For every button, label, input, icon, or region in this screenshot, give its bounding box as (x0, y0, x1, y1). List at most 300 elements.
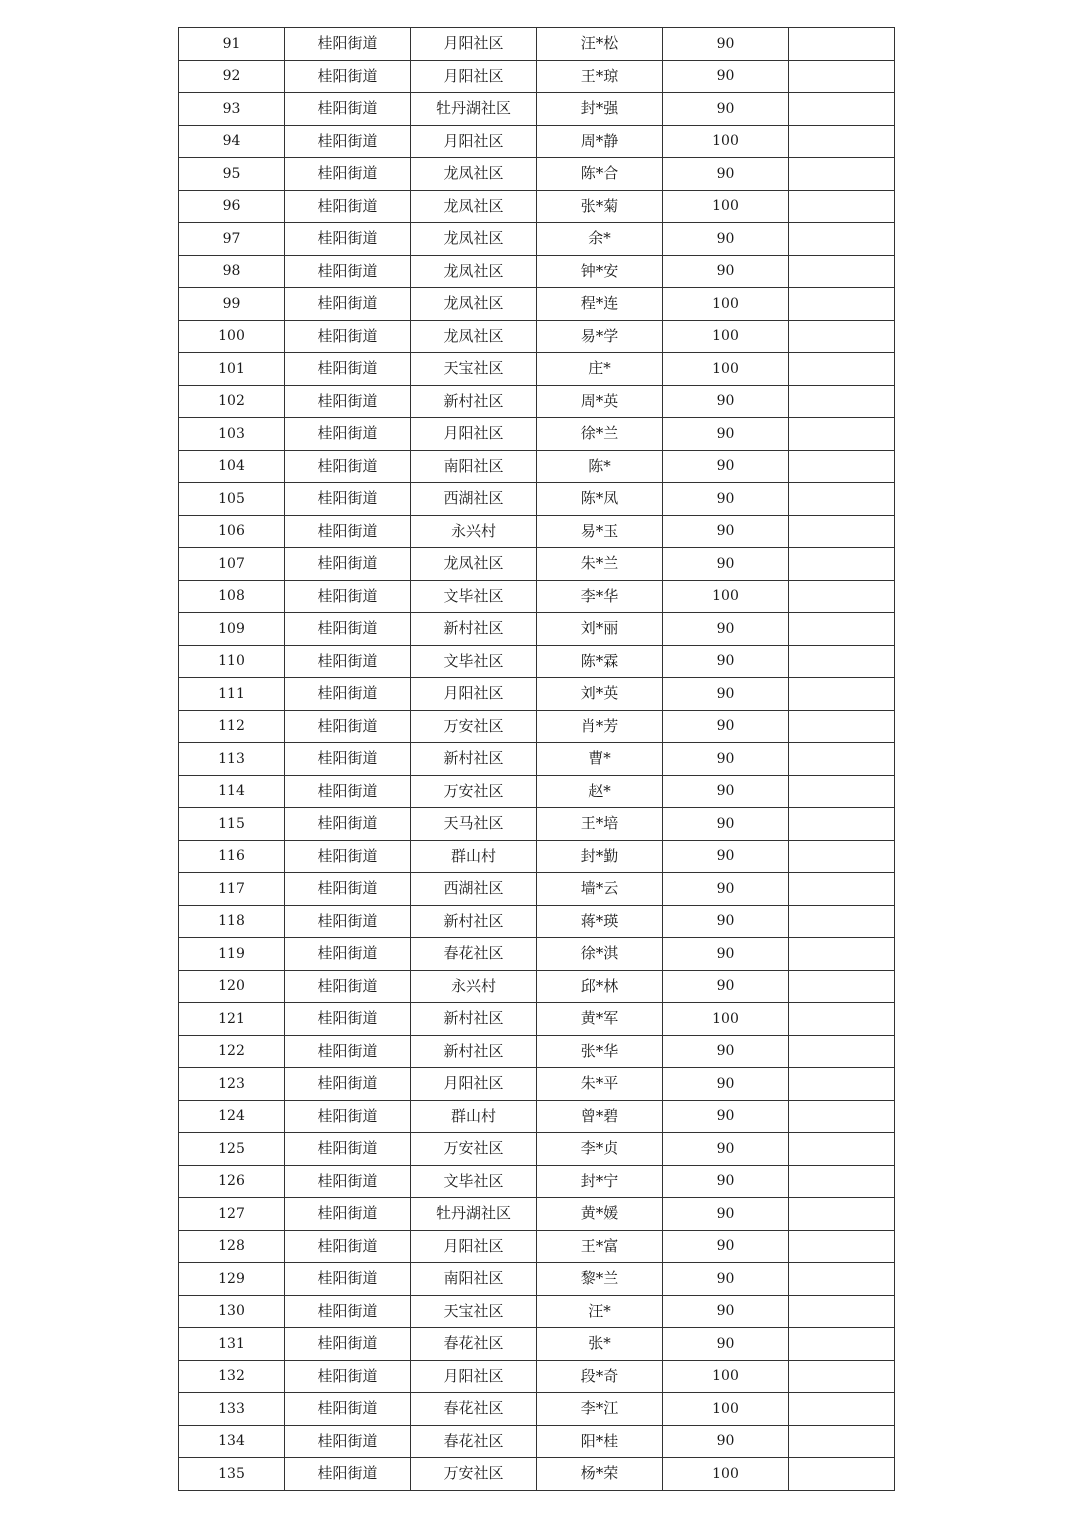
remarks-cell (789, 1035, 895, 1068)
community-cell: 天宝社区 (411, 1295, 537, 1328)
community-cell: 新村社区 (411, 905, 537, 938)
table-row (179, 548, 895, 581)
community-cell: 春花社区 (411, 1328, 537, 1361)
community-cell: 月阳社区 (411, 60, 537, 93)
table-row (179, 450, 895, 483)
remarks-cell (789, 28, 895, 61)
remarks-cell (789, 775, 895, 808)
remarks-cell (789, 1263, 895, 1296)
score-cell: 90 (663, 93, 789, 126)
subdistrict-cell: 桂阳街道 (285, 1458, 411, 1491)
table-row (179, 1425, 895, 1458)
score-cell: 90 (663, 613, 789, 646)
score-cell: 100 (663, 1393, 789, 1426)
serial-number-cell: 116 (179, 840, 285, 873)
serial-number-cell: 125 (179, 1133, 285, 1166)
name-cell: 邱*林 (537, 970, 663, 1003)
serial-number-cell: 126 (179, 1165, 285, 1198)
name-cell: 周*英 (537, 385, 663, 418)
table-row (179, 1393, 895, 1426)
community-cell: 龙凤社区 (411, 190, 537, 223)
community-cell: 群山村 (411, 1100, 537, 1133)
remarks-cell (789, 450, 895, 483)
remarks-cell (789, 1198, 895, 1231)
serial-number-cell: 109 (179, 613, 285, 646)
subdistrict-cell: 桂阳街道 (285, 1425, 411, 1458)
remarks-cell (789, 840, 895, 873)
remarks-cell (789, 1458, 895, 1491)
table-row (179, 840, 895, 873)
remarks-cell (789, 353, 895, 386)
community-cell: 龙凤社区 (411, 158, 537, 191)
name-cell: 黄*军 (537, 1003, 663, 1036)
community-cell: 文毕社区 (411, 1165, 537, 1198)
serial-number-cell: 91 (179, 28, 285, 61)
remarks-cell (789, 515, 895, 548)
table-row (179, 1165, 895, 1198)
name-cell: 蒋*瑛 (537, 905, 663, 938)
remarks-cell (789, 1100, 895, 1133)
name-cell: 张*华 (537, 1035, 663, 1068)
score-cell: 90 (663, 223, 789, 256)
name-cell: 陈*凤 (537, 483, 663, 516)
table-body (179, 28, 895, 1491)
name-cell: 易*学 (537, 320, 663, 353)
table-row (179, 1035, 895, 1068)
subdistrict-cell: 桂阳街道 (285, 255, 411, 288)
score-cell: 90 (663, 873, 789, 906)
table-row (179, 190, 895, 223)
score-cell: 90 (663, 840, 789, 873)
subdistrict-cell: 桂阳街道 (285, 970, 411, 1003)
remarks-cell (789, 1393, 895, 1426)
data-table (178, 27, 895, 1491)
score-cell: 90 (663, 743, 789, 776)
name-cell: 黄*媛 (537, 1198, 663, 1231)
subdistrict-cell: 桂阳街道 (285, 385, 411, 418)
subdistrict-cell: 桂阳街道 (285, 775, 411, 808)
score-cell: 90 (663, 1035, 789, 1068)
subdistrict-cell: 桂阳街道 (285, 450, 411, 483)
remarks-cell (789, 483, 895, 516)
serial-number-cell: 105 (179, 483, 285, 516)
name-cell: 朱*兰 (537, 548, 663, 581)
score-cell: 90 (663, 710, 789, 743)
name-cell: 曹* (537, 743, 663, 776)
name-cell: 李*华 (537, 580, 663, 613)
subdistrict-cell: 桂阳街道 (285, 1003, 411, 1036)
community-cell: 月阳社区 (411, 1230, 537, 1263)
community-cell: 万安社区 (411, 1458, 537, 1491)
table-row (179, 60, 895, 93)
name-cell: 杨*荣 (537, 1458, 663, 1491)
table-row (179, 515, 895, 548)
serial-number-cell: 118 (179, 905, 285, 938)
table-row (179, 385, 895, 418)
score-cell: 90 (663, 1133, 789, 1166)
name-cell: 肖*芳 (537, 710, 663, 743)
score-cell: 90 (663, 1328, 789, 1361)
remarks-cell (789, 808, 895, 841)
remarks-cell (789, 158, 895, 191)
name-cell: 陈*霖 (537, 645, 663, 678)
community-cell: 万安社区 (411, 1133, 537, 1166)
subdistrict-cell: 桂阳街道 (285, 613, 411, 646)
serial-number-cell: 124 (179, 1100, 285, 1133)
subdistrict-cell: 桂阳街道 (285, 678, 411, 711)
serial-number-cell: 103 (179, 418, 285, 451)
serial-number-cell: 110 (179, 645, 285, 678)
score-cell: 90 (663, 775, 789, 808)
subdistrict-cell: 桂阳街道 (285, 1328, 411, 1361)
serial-number-cell: 96 (179, 190, 285, 223)
score-cell: 90 (663, 1100, 789, 1133)
table-row (179, 1198, 895, 1231)
serial-number-cell: 133 (179, 1393, 285, 1426)
remarks-cell (789, 1003, 895, 1036)
serial-number-cell: 130 (179, 1295, 285, 1328)
score-cell: 90 (663, 60, 789, 93)
subdistrict-cell: 桂阳街道 (285, 158, 411, 191)
serial-number-cell: 123 (179, 1068, 285, 1101)
serial-number-cell: 121 (179, 1003, 285, 1036)
table-row (179, 255, 895, 288)
community-cell: 月阳社区 (411, 1360, 537, 1393)
table-row (179, 1458, 895, 1491)
remarks-cell (789, 548, 895, 581)
score-cell: 90 (663, 1068, 789, 1101)
score-cell: 100 (663, 320, 789, 353)
community-cell: 春花社区 (411, 1425, 537, 1458)
score-cell: 90 (663, 483, 789, 516)
subdistrict-cell: 桂阳街道 (285, 1068, 411, 1101)
score-cell: 100 (663, 125, 789, 158)
name-cell: 刘*英 (537, 678, 663, 711)
community-cell: 牡丹湖社区 (411, 93, 537, 126)
serial-number-cell: 104 (179, 450, 285, 483)
score-cell: 100 (663, 580, 789, 613)
table-row (179, 873, 895, 906)
remarks-cell (789, 678, 895, 711)
remarks-cell (789, 1165, 895, 1198)
name-cell: 张*菊 (537, 190, 663, 223)
name-cell: 阳*桂 (537, 1425, 663, 1458)
serial-number-cell: 122 (179, 1035, 285, 1068)
serial-number-cell: 128 (179, 1230, 285, 1263)
table-row (179, 223, 895, 256)
score-cell: 90 (663, 1198, 789, 1231)
community-cell: 文毕社区 (411, 580, 537, 613)
remarks-cell (789, 905, 895, 938)
table-row (179, 1295, 895, 1328)
serial-number-cell: 92 (179, 60, 285, 93)
serial-number-cell: 98 (179, 255, 285, 288)
table-row (179, 970, 895, 1003)
table-row (179, 775, 895, 808)
serial-number-cell: 107 (179, 548, 285, 581)
score-cell: 90 (663, 450, 789, 483)
community-cell: 文毕社区 (411, 645, 537, 678)
community-cell: 龙凤社区 (411, 548, 537, 581)
table-row (179, 1230, 895, 1263)
name-cell: 王*琼 (537, 60, 663, 93)
score-cell: 90 (663, 678, 789, 711)
table-row (179, 678, 895, 711)
name-cell: 朱*平 (537, 1068, 663, 1101)
table-row (179, 580, 895, 613)
subdistrict-cell: 桂阳街道 (285, 905, 411, 938)
remarks-cell (789, 1328, 895, 1361)
name-cell: 黎*兰 (537, 1263, 663, 1296)
serial-number-cell: 112 (179, 710, 285, 743)
table-row (179, 483, 895, 516)
serial-number-cell: 113 (179, 743, 285, 776)
score-cell: 90 (663, 808, 789, 841)
score-cell: 90 (663, 385, 789, 418)
name-cell: 李*贞 (537, 1133, 663, 1166)
score-cell: 90 (663, 1425, 789, 1458)
serial-number-cell: 106 (179, 515, 285, 548)
serial-number-cell: 135 (179, 1458, 285, 1491)
table-row (179, 1068, 895, 1101)
serial-number-cell: 117 (179, 873, 285, 906)
remarks-cell (789, 385, 895, 418)
table-row (179, 320, 895, 353)
name-cell: 段*奇 (537, 1360, 663, 1393)
community-cell: 群山村 (411, 840, 537, 873)
subdistrict-cell: 桂阳街道 (285, 190, 411, 223)
remarks-cell (789, 125, 895, 158)
serial-number-cell: 97 (179, 223, 285, 256)
subdistrict-cell: 桂阳街道 (285, 1295, 411, 1328)
subdistrict-cell: 桂阳街道 (285, 353, 411, 386)
name-cell: 汪*松 (537, 28, 663, 61)
score-cell: 90 (663, 418, 789, 451)
name-cell: 陈*合 (537, 158, 663, 191)
remarks-cell (789, 223, 895, 256)
serial-number-cell: 94 (179, 125, 285, 158)
table-row (179, 613, 895, 646)
community-cell: 天马社区 (411, 808, 537, 841)
score-cell: 90 (663, 515, 789, 548)
subdistrict-cell: 桂阳街道 (285, 580, 411, 613)
remarks-cell (789, 873, 895, 906)
serial-number-cell: 120 (179, 970, 285, 1003)
community-cell: 南阳社区 (411, 1263, 537, 1296)
remarks-cell (789, 970, 895, 1003)
score-cell: 100 (663, 1458, 789, 1491)
score-cell: 90 (663, 1165, 789, 1198)
serial-number-cell: 119 (179, 938, 285, 971)
community-cell: 龙凤社区 (411, 223, 537, 256)
name-cell: 曾*碧 (537, 1100, 663, 1133)
serial-number-cell: 95 (179, 158, 285, 191)
community-cell: 月阳社区 (411, 1068, 537, 1101)
name-cell: 张* (537, 1328, 663, 1361)
remarks-cell (789, 710, 895, 743)
name-cell: 赵* (537, 775, 663, 808)
subdistrict-cell: 桂阳街道 (285, 125, 411, 158)
community-cell: 永兴村 (411, 515, 537, 548)
remarks-cell (789, 1133, 895, 1166)
name-cell: 李*江 (537, 1393, 663, 1426)
community-cell: 牡丹湖社区 (411, 1198, 537, 1231)
score-cell: 90 (663, 1295, 789, 1328)
community-cell: 南阳社区 (411, 450, 537, 483)
subdistrict-cell: 桂阳街道 (285, 743, 411, 776)
subdistrict-cell: 桂阳街道 (285, 93, 411, 126)
table-row (179, 93, 895, 126)
table-row (179, 158, 895, 191)
community-cell: 春花社区 (411, 938, 537, 971)
table-row (179, 288, 895, 321)
name-cell: 徐*淇 (537, 938, 663, 971)
community-cell: 月阳社区 (411, 125, 537, 158)
score-cell: 90 (663, 158, 789, 191)
name-cell: 周*静 (537, 125, 663, 158)
community-cell: 月阳社区 (411, 418, 537, 451)
subdistrict-cell: 桂阳街道 (285, 808, 411, 841)
community-cell: 新村社区 (411, 385, 537, 418)
score-cell: 90 (663, 1230, 789, 1263)
table-row (179, 743, 895, 776)
name-cell: 王*富 (537, 1230, 663, 1263)
subdistrict-cell: 桂阳街道 (285, 840, 411, 873)
remarks-cell (789, 288, 895, 321)
subdistrict-cell: 桂阳街道 (285, 288, 411, 321)
table-row (179, 710, 895, 743)
table-row (179, 125, 895, 158)
remarks-cell (789, 320, 895, 353)
table-row (179, 938, 895, 971)
name-cell: 庄* (537, 353, 663, 386)
table-row (179, 353, 895, 386)
subdistrict-cell: 桂阳街道 (285, 1393, 411, 1426)
name-cell: 易*玉 (537, 515, 663, 548)
community-cell: 永兴村 (411, 970, 537, 1003)
serial-number-cell: 114 (179, 775, 285, 808)
serial-number-cell: 129 (179, 1263, 285, 1296)
subdistrict-cell: 桂阳街道 (285, 483, 411, 516)
subdistrict-cell: 桂阳街道 (285, 1230, 411, 1263)
name-cell: 钟*安 (537, 255, 663, 288)
remarks-cell (789, 1230, 895, 1263)
subdistrict-cell: 桂阳街道 (285, 645, 411, 678)
remarks-cell (789, 1360, 895, 1393)
serial-number-cell: 99 (179, 288, 285, 321)
community-cell: 新村社区 (411, 1035, 537, 1068)
subdistrict-cell: 桂阳街道 (285, 60, 411, 93)
name-cell: 余* (537, 223, 663, 256)
subdistrict-cell: 桂阳街道 (285, 1360, 411, 1393)
remarks-cell (789, 418, 895, 451)
score-cell: 100 (663, 1360, 789, 1393)
subdistrict-cell: 桂阳街道 (285, 515, 411, 548)
subdistrict-cell: 桂阳街道 (285, 710, 411, 743)
name-cell: 刘*丽 (537, 613, 663, 646)
serial-number-cell: 131 (179, 1328, 285, 1361)
serial-number-cell: 132 (179, 1360, 285, 1393)
name-cell: 封*强 (537, 93, 663, 126)
subdistrict-cell: 桂阳街道 (285, 223, 411, 256)
name-cell: 王*培 (537, 808, 663, 841)
community-cell: 春花社区 (411, 1393, 537, 1426)
subdistrict-cell: 桂阳街道 (285, 548, 411, 581)
subdistrict-cell: 桂阳街道 (285, 1165, 411, 1198)
score-cell: 100 (663, 190, 789, 223)
remarks-cell (789, 645, 895, 678)
remarks-cell (789, 580, 895, 613)
community-cell: 西湖社区 (411, 873, 537, 906)
name-cell: 陈* (537, 450, 663, 483)
score-cell: 90 (663, 28, 789, 61)
subdistrict-cell: 桂阳街道 (285, 1263, 411, 1296)
table-row (179, 1360, 895, 1393)
score-cell: 90 (663, 970, 789, 1003)
name-cell: 封*勤 (537, 840, 663, 873)
name-cell: 徐*兰 (537, 418, 663, 451)
remarks-cell (789, 613, 895, 646)
community-cell: 龙凤社区 (411, 288, 537, 321)
table-row (179, 1003, 895, 1036)
name-cell: 程*连 (537, 288, 663, 321)
subdistrict-cell: 桂阳街道 (285, 938, 411, 971)
serial-number-cell: 108 (179, 580, 285, 613)
score-cell: 90 (663, 645, 789, 678)
subdistrict-cell: 桂阳街道 (285, 28, 411, 61)
serial-number-cell: 111 (179, 678, 285, 711)
subdistrict-cell: 桂阳街道 (285, 873, 411, 906)
score-cell: 100 (663, 288, 789, 321)
subdistrict-cell: 桂阳街道 (285, 1198, 411, 1231)
subdistrict-cell: 桂阳街道 (285, 320, 411, 353)
community-cell: 月阳社区 (411, 28, 537, 61)
score-cell: 90 (663, 905, 789, 938)
remarks-cell (789, 743, 895, 776)
score-cell: 90 (663, 938, 789, 971)
community-cell: 龙凤社区 (411, 255, 537, 288)
subdistrict-cell: 桂阳街道 (285, 1133, 411, 1166)
community-cell: 新村社区 (411, 743, 537, 776)
serial-number-cell: 100 (179, 320, 285, 353)
community-cell: 西湖社区 (411, 483, 537, 516)
remarks-cell (789, 938, 895, 971)
community-cell: 新村社区 (411, 613, 537, 646)
table-row (179, 28, 895, 61)
score-cell: 90 (663, 255, 789, 288)
serial-number-cell: 115 (179, 808, 285, 841)
name-cell: 汪* (537, 1295, 663, 1328)
remarks-cell (789, 93, 895, 126)
table-row (179, 1133, 895, 1166)
name-cell: 墙*云 (537, 873, 663, 906)
score-cell: 100 (663, 1003, 789, 1036)
table-row (179, 645, 895, 678)
table-row (179, 1263, 895, 1296)
table-row (179, 808, 895, 841)
table-row (179, 1328, 895, 1361)
community-cell: 万安社区 (411, 710, 537, 743)
remarks-cell (789, 1295, 895, 1328)
community-cell: 龙凤社区 (411, 320, 537, 353)
serial-number-cell: 93 (179, 93, 285, 126)
serial-number-cell: 127 (179, 1198, 285, 1231)
community-cell: 万安社区 (411, 775, 537, 808)
remarks-cell (789, 255, 895, 288)
table-row (179, 905, 895, 938)
score-cell: 100 (663, 353, 789, 386)
community-cell: 天宝社区 (411, 353, 537, 386)
